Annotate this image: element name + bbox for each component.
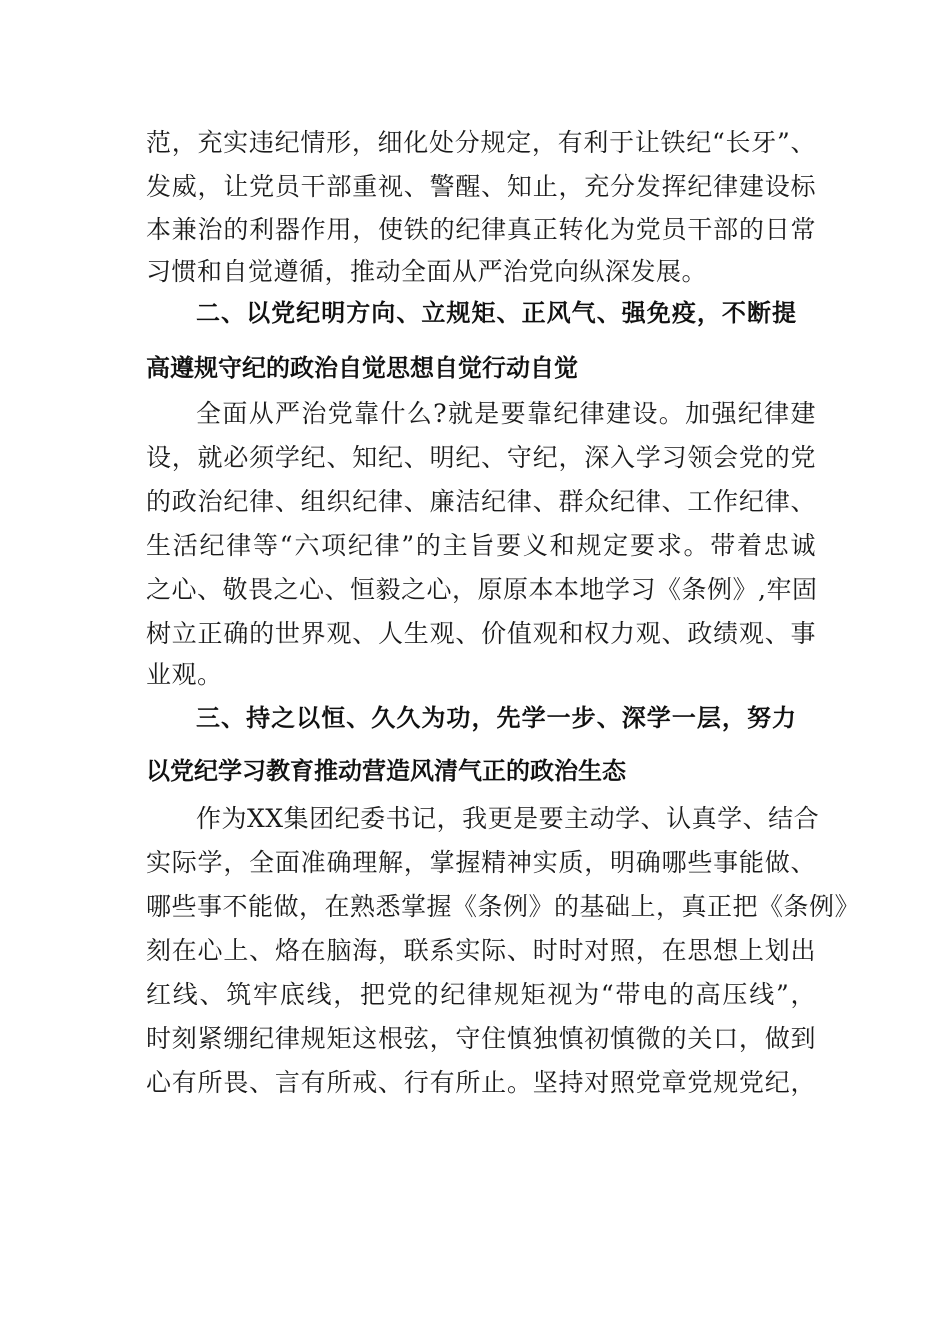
paragraph-line: 业观。 [146, 660, 223, 689]
paragraph-line: 习惯和自觉遵循，推动全面从严治党向纵深发展。 [146, 257, 708, 286]
paragraph-line: 作为XX集团纪委书记，我更是要主动学、认真学、结合 [196, 804, 820, 833]
paragraph-line: 红线、筑牢底线，把党的纪律规矩视为“带电的高压线”， [146, 980, 816, 1009]
section-heading-line: 高遵规守纪的政治自觉思想自觉行动自觉 [146, 354, 578, 382]
paragraph-line: 实际学，全面准确理解，掌握精神实质，明确哪些事能做、 [146, 848, 816, 877]
section-heading-line: 二、以党纪明方向、立规矩、正风气、强免疫，不断提 [196, 299, 796, 327]
paragraph-line: 之心、敬畏之心、恒毅之心，原原本本地学习《条例》,牢固 [146, 575, 818, 604]
paragraph-line: 刻在心上、烙在脑海，联系实际、时时对照，在思想上划出 [146, 936, 816, 965]
paragraph-line: 哪些事不能做，在熟悉掌握《条例》的基础上，真正把《条例》 [146, 892, 861, 921]
paragraph-line: 全面从严治党靠什么?就是要靠纪律建设。加强纪律建 [196, 399, 816, 428]
paragraph-line: 范，充实违纪情形，细化处分规定，有利于让铁纪“长牙”、 [146, 128, 816, 157]
paragraph-line: 心有所畏、言有所戒、行有所止。坚持对照党章党规党纪， [146, 1068, 816, 1097]
paragraph-line: 的政治纪律、组织纪律、廉洁纪律、群众纪律、工作纪律、 [146, 487, 816, 516]
section-heading-line: 以党纪学习教育推动营造风清气正的政治生态 [146, 757, 626, 785]
section-heading-line: 三、持之以恒、久久为功，先学一步、深学一层，努力 [196, 704, 796, 732]
paragraph-line: 树立正确的世界观、人生观、价值观和权力观、政绩观、事 [146, 619, 816, 648]
paragraph-line: 时刻紧绷纪律规矩这根弦，守住慎独慎初慎微的关口，做到 [146, 1024, 816, 1053]
paragraph-line: 生活纪律等“六项纪律”的主旨要义和规定要求。带着忠诚 [146, 531, 816, 560]
paragraph-line: 设，就必须学纪、知纪、明纪、守纪，深入学习领会党的党 [146, 443, 816, 472]
paragraph-line: 发威，让党员干部重视、警醒、知止，充分发挥纪律建设标 [146, 172, 816, 201]
paragraph-line: 本兼治的利器作用，使铁的纪律真正转化为党员干部的日常 [146, 215, 816, 244]
